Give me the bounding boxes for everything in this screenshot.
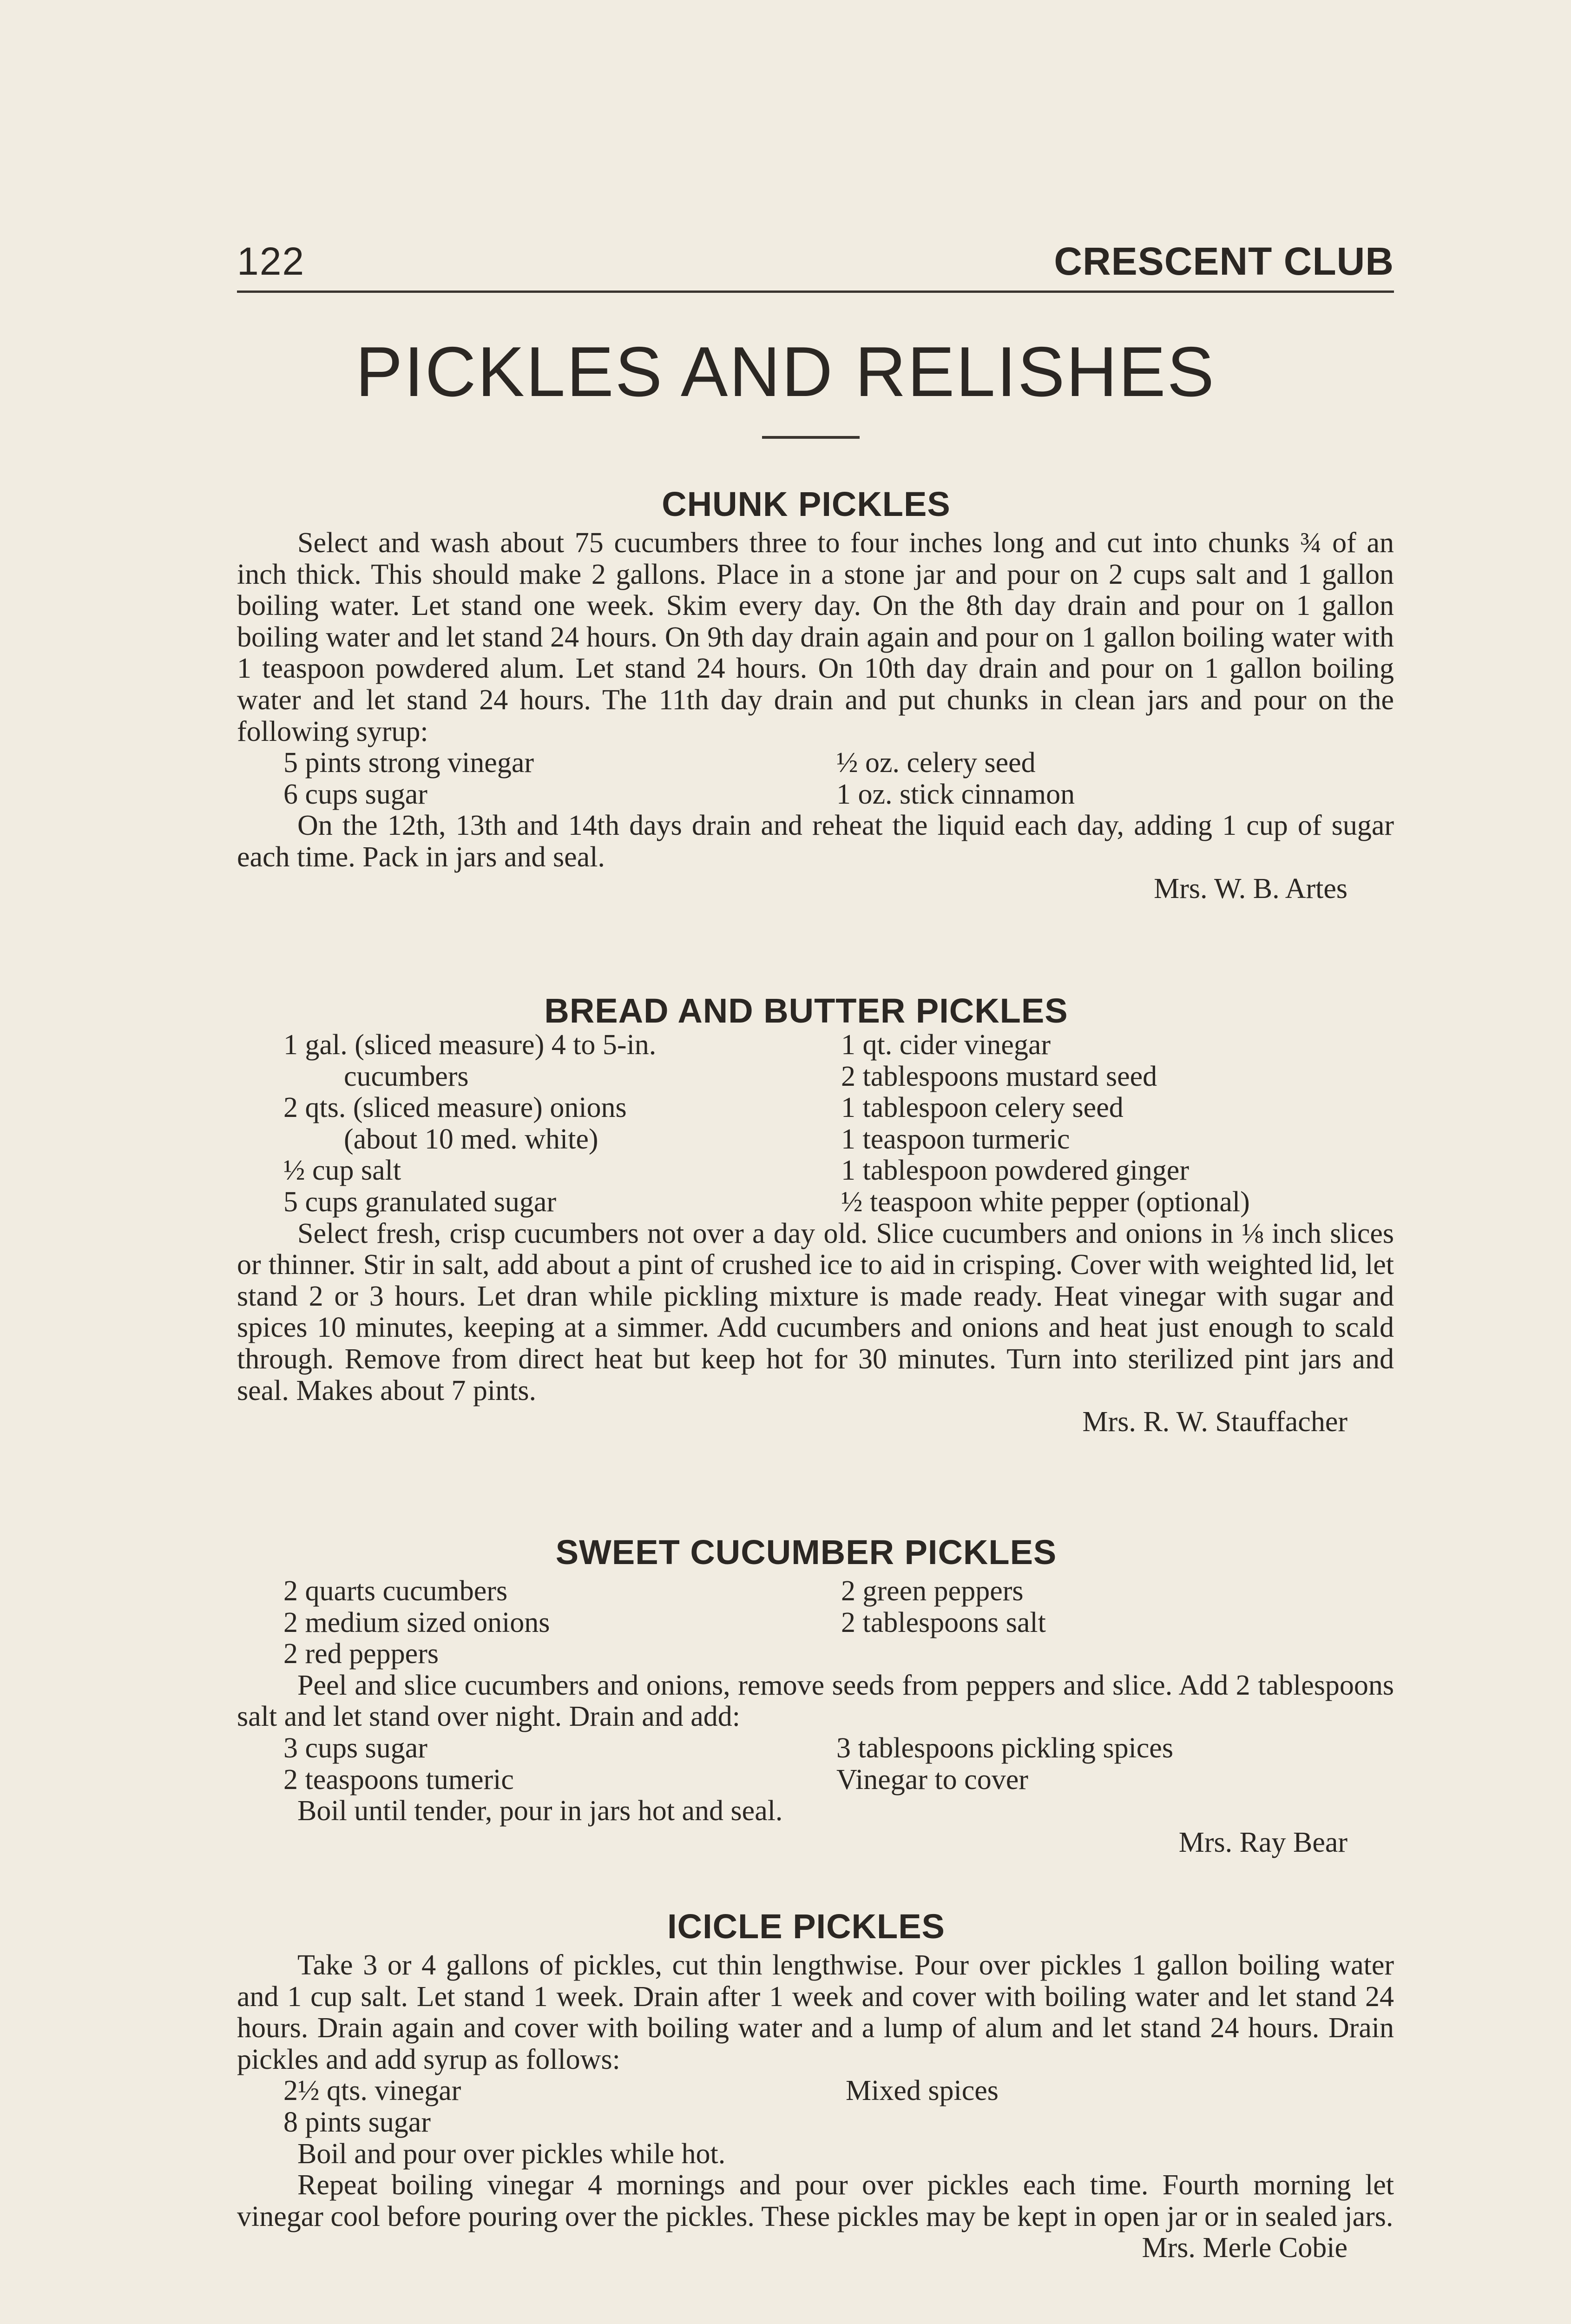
recipe-title: CHUNK PICKLES	[662, 485, 951, 523]
running-title: CRESCENT CLUB	[1054, 239, 1394, 283]
title-rule	[762, 436, 860, 439]
recipe-directions: On the 12th, 13th and 14th days drain and reheat the liquid each day, adding 1 cup of sugar each time. Pack in jars and seal.	[237, 810, 1394, 873]
chapter-title: PICKLES AND RELISHES	[355, 332, 1216, 411]
recipe-intro: Select and wash about 75 cucumbers three to four inches long and cut into chunks ¾ of an inch thick. This should make 2 gallons. Place in a stone jar and pour on 2 cups salt and 1 gallon boiling water. Let stand one week. Skim every day. On the 8th day drain and pour on 1 gallon boiling water and let stand 24 hours. On 9th day drain again and pour on 1 gallon boiling water with 1 teaspoon powdered alum. Let stand 24 hours. On 10th day drain and pour on 1 gallon boiling water and let stand 24 hours. The 11th day drain and put chunks in clean jars and pour on the following syrup:	[237, 527, 1394, 747]
ingredient-item: 6 cups sugar	[283, 778, 427, 810]
recipe-intro: Take 3 or 4 gallons of pickles, cut thin lengthwise. Pour over pickles 1 gallon boiling water and 1 cup salt. Let stand 1 week. Drain after 1 week and cover with boiling water and let stand 24 hours. Drain again and cover with boiling water and a lump of alum and let stand 24 hours. Drain pickles and add syrup as follows:	[237, 1949, 1394, 2075]
ingredient-item: ½ cup salt	[283, 1155, 401, 1187]
ingredient-item: 2 tablespoons salt	[841, 1606, 1046, 1638]
ingredient-item: 2½ qts. vinegar	[283, 2075, 461, 2107]
ingredient-list	[237, 747, 1394, 810]
ingredient-item: ½ teaspoon white pepper (optional)	[841, 1186, 1250, 1218]
ingredient-item: Vinegar to cover	[836, 1763, 1028, 1796]
page-header	[237, 235, 1394, 293]
ingredient-item: 2 medium sized onions	[283, 1606, 550, 1638]
ingredient-item: 1 tablespoon celery seed	[841, 1092, 1124, 1124]
recipe-sweet-cucumber-pickles	[237, 1529, 1394, 1858]
ingredient-item: 2 red peppers	[283, 1638, 439, 1670]
recipe-title: SWEET CUCUMBER PICKLES	[555, 1533, 1057, 1571]
recipe-bread-and-butter-pickles	[237, 988, 1394, 1438]
ingredient-list	[237, 1576, 1394, 1670]
recipe-directions: Peel and slice cucumbers and onions, remove seeds from peppers and slice. Add 2 tablespoons salt and let stand over night. Drain and add:	[237, 1669, 1394, 1733]
recipe-title: ICICLE PICKLES	[667, 1907, 945, 1946]
recipe-author: Mrs. Ray Bear	[1178, 1826, 1348, 1858]
ingredient-list	[237, 2075, 1394, 2138]
ingredient-item: 2 qts. (sliced measure) onions	[283, 1092, 627, 1124]
recipe-icicle-pickles	[237, 1903, 1394, 2264]
ingredient-item: cucumbers	[344, 1060, 469, 1092]
recipe-step: Repeat boiling vinegar 4 mornings and pour over pickles each time. Fourth morning let vinegar cool before pouring over the pickles. These pickles may be kept in open jar or in sealed jars.	[237, 2169, 1394, 2232]
ingredient-item: 2 teaspoons tumeric	[283, 1763, 514, 1796]
ingredient-item: 2 tablespoons mustard seed	[841, 1060, 1157, 1092]
ingredient-item: 2 quarts cucumbers	[283, 1575, 508, 1607]
ingredient-item: 5 cups granulated sugar	[283, 1186, 557, 1218]
recipe-directions: Select fresh, crisp cucumbers not over a day old. Slice cucumbers and onions in ⅛ inch slices or thinner. Stir in salt, add about a pint of crushed ice to aid in crisping. Cover with weighted lid, let stand 2 or 3 hours. Let dran while pickling mixture is made ready. Heat vinegar with sugar and spices 10 minutes, keeping at a simmer. Add cucumbers and onions and heat just enough to scald through. Remove from direct heat but keep hot for 30 minutes. Turn into sterilized pint jars and seal. Makes about 7 pints.	[237, 1217, 1394, 1406]
ingredient-item: Mixed spices	[846, 2075, 999, 2107]
ingredient-list	[237, 1030, 1394, 1218]
ingredient-item: 5 pints strong vinegar	[283, 747, 534, 779]
recipe-chunk-pickles	[237, 481, 1394, 905]
recipe-author: Mrs. W. B. Artes	[1154, 872, 1348, 905]
ingredient-item: 3 cups sugar	[283, 1732, 427, 1764]
recipe-title: BREAD AND BUTTER PICKLES	[544, 991, 1068, 1030]
ingredient-item: ½ oz. celery seed	[836, 747, 1036, 779]
ingredient-item: 1 tablespoon powdered ginger	[841, 1155, 1189, 1187]
ingredient-item: 3 tablespoons pickling spices	[836, 1732, 1173, 1764]
recipe-step: Boil and pour over pickles while hot.	[297, 2138, 726, 2170]
ingredient-item: 2 green peppers	[841, 1575, 1024, 1607]
ingredient-item: 1 oz. stick cinnamon	[836, 778, 1075, 810]
page-number: 122	[237, 239, 305, 283]
ingredient-item: 8 pints sugar	[283, 2106, 431, 2138]
recipe-author: Mrs. R. W. Stauffacher	[1082, 1406, 1348, 1438]
recipe-author: Mrs. Merle Cobie	[1142, 2232, 1348, 2264]
recipe-final-step: Boil until tender, pour in jars hot and seal.	[297, 1795, 783, 1827]
ingredient-item: 1 teaspoon turmeric	[841, 1123, 1070, 1155]
ingredient-item: 1 qt. cider vinegar	[841, 1029, 1051, 1061]
ingredient-item: (about 10 med. white)	[344, 1123, 598, 1155]
ingredient-item: 1 gal. (sliced measure) 4 to 5-in.	[283, 1029, 657, 1061]
ingredient-list-2	[237, 1733, 1394, 1796]
